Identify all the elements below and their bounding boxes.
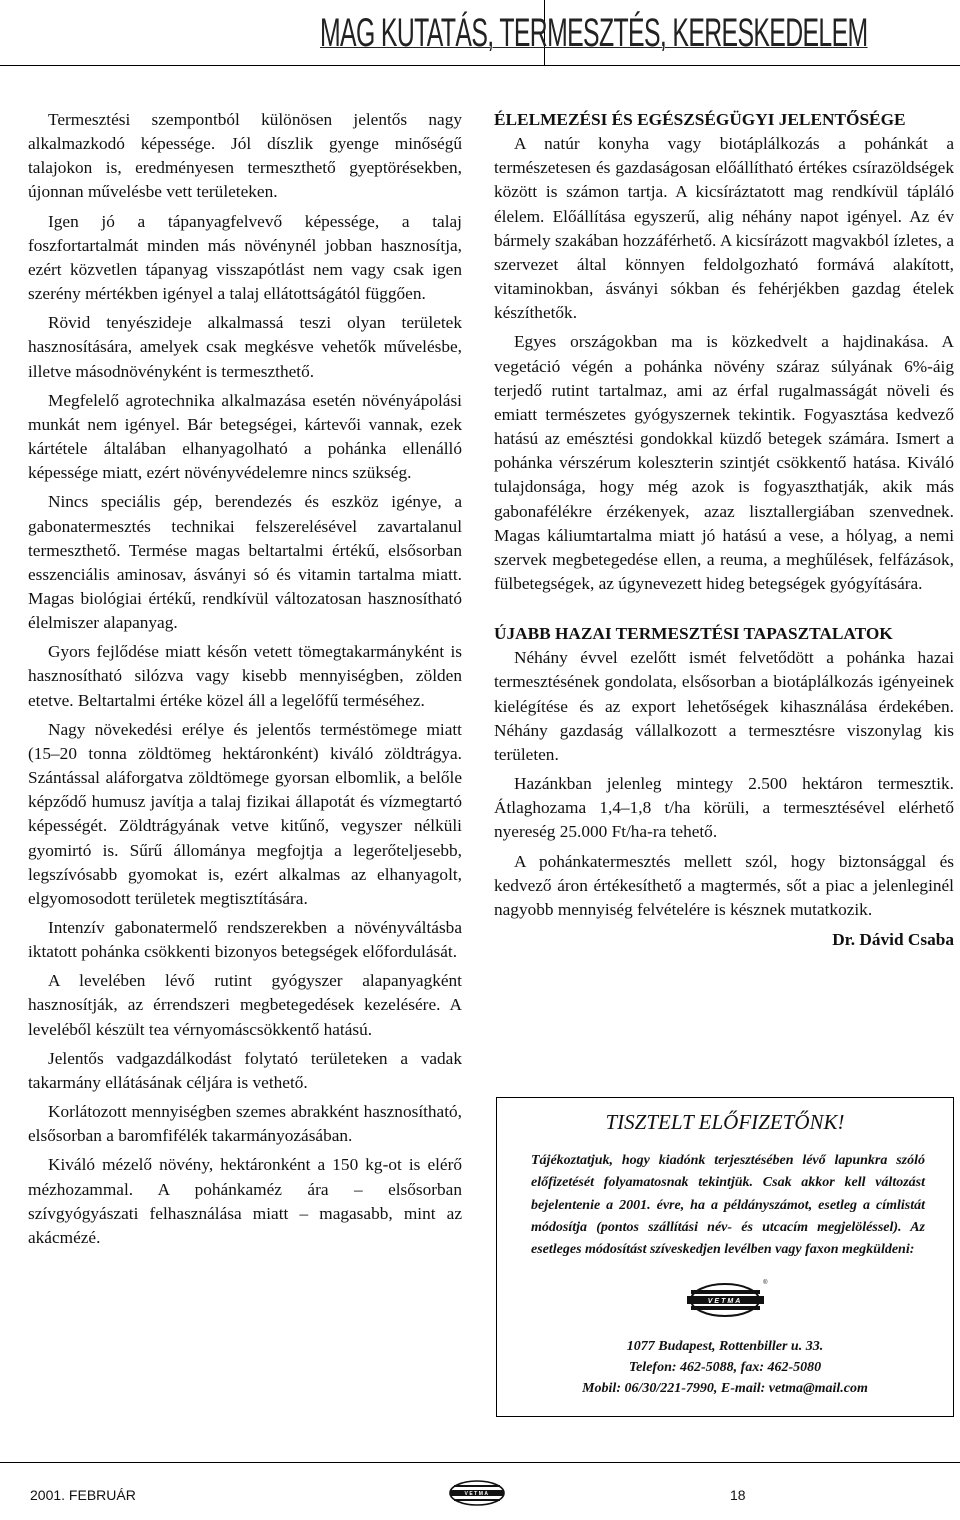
left-paragraph-12: Kiváló mézelő növény, hektáronként a 150 kg-ot is elérő mézhozammal. A pohánkaméz ára – elsősorban szívgyógyászati felhasználása miatt – magasabb, mint az akácmézé. [28, 1155, 462, 1247]
svg-text:®: ® [763, 1280, 768, 1286]
left-paragraph-11: Korlátozott mennyiségben szemes abrakként hasznosítható, elsősorban a baromfifélék takarmányozásában. [28, 1102, 462, 1146]
left-paragraph-7: Nagy növekedési erélye és jelentős terméstömege miatt (15–20 tonna zöldtömeg hektáronként) kiváló zöldtrágya. Szántással aláforgatva zöldtömege gyorsan elbomlik, a belőle képződő humusz javítja a talaj fizikai állapotát és vízmegtartó képességét. Zöldtrágyának vetve kitűnő, vegyszer nélküli gyomirtó is. Sűrű állománya megfojtja a legerőteljesebb, legszívósabb gyomokat is, ezért alkalmas az elhanyagolt, elgyomosodott területek megtisztítására. [28, 719, 462, 908]
right-column [494, 108, 954, 974]
right-paragraph-3: Néhány évvel ezelőtt ismét felvetődött a pohánka hazai termesztésének gondolata, elsősorban a biotáplálkozás igényeinek kielégítése és az export lehetőségek kihasználása érdekében. Néhány gazdaság vállalkozott a termesztésre viszonylag kis területen. [494, 648, 954, 764]
vetma-logo-icon [683, 1278, 768, 1320]
left-paragraph-6: Gyors fejlődése miatt későn vetett tömegtakarmányként is hasznosítható silózva vagy kisebb mennyiségben, zölden etetve. Beltartalmi értéke közel áll a legelőfű terméséhez. [28, 642, 462, 710]
footer-vetma-logo-icon [446, 1478, 508, 1508]
left-paragraph-4: Megfelelő agrotechnika alkalmazása esetén növényápolási munkát nem igényel. Bár betegségei, kártevői vannak, ezek kártétele általában elhanyagolható a pohánka ellenálló képessége miatt, ezért növényvédelemre nincs szükség. [28, 390, 462, 483]
right-paragraph-1: A natúr konyha vagy biotáplálkozás a pohánkát a természetesen és gazdaságosan előállítható értékes csírazöldségek között is számon tartja. A kicsíráztatott mag rendkívül tápláló élelem. Előállítása egyszerű, alig néhány napot igényel. Az év bármely szakában hozzáférhető. A kicsírázott magvakból ízletes, a szervezet által könnyen feldolgozható formává alakított, vitaminokban, ásványi sókban és fehérjékben gazdag ételek készíthetők. [494, 134, 954, 323]
address-line-3: Mobil: 06/30/221-7990, E-mail: vetma@mail.com [582, 1381, 868, 1396]
vetma-logo-text: VETMA [707, 1298, 743, 1305]
notice-body: Tájékoztatjuk, hogy kiadónk terjesztésében lévő lapunkra szóló előfizetését folyamatosnak tekintjük. Csak akkor kell változást bejelentenie a 2001. évre, ha a példányszámot, esetleg a címlistát módosítja (pontos szállítási név- és utcacím megjelöléssel). Az esetleges módosítást szíveskedjen levélben vagy faxon megküldeni: [531, 1153, 925, 1258]
footer-date: 2001. FEBRUÁR [30, 1487, 136, 1503]
left-paragraph-3: Rövid tenyészideje alkalmassá teszi olyan területek hasznosítására, amelyek csak megkésve vehetők művelésbe, illetve másodnövényként is termeszthető. [28, 313, 462, 381]
left-paragraph-8: Intenzív gabonatermelő rendszerekben a növényváltásba iktatott pohánka csökkenti bizonyos betegségek előfordulását. [28, 918, 462, 962]
left-paragraph-5: Nincs speciális gép, berendezés és eszköz igénye, a gabonatermesztés technikai felszerelésével zavartalanul termeszthető. Termése magas beltartalmi értékű, elsősorban esszenciális aminosav, ásványi só és vitamin tartalma miatt. Magas biológiai értékű, rendkívül változatosan hasznosítható élelmiszer alapanyag. [28, 492, 462, 633]
author-signature: Dr. Dávid Csaba [832, 930, 954, 949]
left-column [0, 108, 462, 1255]
left-paragraph-10: Jelentős vadgazdálkodást folytató területeken a vadak takarmány ellátásának céljára is vethető. [28, 1048, 462, 1092]
header-title: MAG KUTATÁS, TERMESZTÉS, KERESKEDELEM [320, 11, 868, 55]
left-paragraph-9: A levelében lévő rutint gyógyszer alapanyagként hasznosítják, az érrendszeri megbetegedések kezelésére. A leveléből készült tea vérnyomáscsökkentő hatású. [28, 971, 462, 1039]
left-paragraph-1: Termesztési szempontból különösen jelentős nagy alkalmazkodó képessége. Jól díszlik gyenge minőségű talajokon is, eredményesen termeszthető gyeptörésekben, újonnan művelésbe vett területeken. [28, 110, 462, 202]
section-heading-experience: ÚJABB HAZAI TERMESZTÉSI TAPASZTALATOK [494, 624, 893, 644]
header-rule [0, 65, 960, 66]
address-line-2: Telefon: 462-5088, fax: 462-5080 [628, 1360, 822, 1375]
right-paragraph-4: Hazánkban jelenleg mintegy 2.500 hektáron termesztik. Átlaghozama 1,4–1,8 t/ha körüli, a termesztésével elérhető nyereség 25.000 Ft/ha-ra tehető. [494, 774, 954, 842]
footer-logo-text: VETMA [464, 1491, 490, 1497]
footer-rule [0, 1462, 960, 1463]
address-line-1: 1077 Budapest, Rottenbiller u. 33. [626, 1339, 824, 1354]
right-paragraph-5: A pohánkatermesztés mellett szól, hogy biztonsággal és kedvező áron értékesíthető a magtermés, sőt a piac a jelenleginél nagyobb mennyiség felvételére is késznek mutatkozik. [494, 851, 954, 919]
right-paragraph-2: Egyes országokban ma is közkedvelt a hajdinakása. A vegetáció végén a pohánka növény száraz súlyának 6%-áig terjedő rutint tartalmaz, ami az érfal rugalmasságát növeli és emiatt természetes gyógyszernek tekintik. Fogyasztása kedvező hatású az emésztési gondokkal küzdő betegek számára. Ismert a pohánka vérszérum koleszterin szintjét csökkentő hatása. Kiváló tulajdonsága, hogy még azok is fogyaszthatják, akik más gabonafélékre érzékenyek, azaz lisztallergiában szenvednek. Magas káliumtartalma miatt jó hatású a vese, a hólyag, a nemi szervek megbetegedése ellen, a reuma, a meghűlések, felfázások, fülbetegségek, az úgynevezett hideg betegségek gyógyítására. [494, 332, 954, 593]
notice-address [497, 1336, 953, 1399]
page-number: 18 [730, 1487, 746, 1503]
section-heading-nutrition: ÉLELMEZÉSI ÉS EGÉSZSÉGÜGYI JELENTŐSÉGE [494, 110, 906, 129]
left-paragraph-2: Igen jó a tápanyagfelvevő képessége, a talaj foszfortartalmát minden más növénynél jobban hasznosítja, ezért közvetlen tápanyag visszapótlást nem vagy csak igen szerény mértékben igényel a talaj ellátottságától függően. [28, 211, 462, 304]
notice-title: TISZTELT ELŐFIZETŐNK! [605, 1110, 845, 1134]
subscriber-notice-box [496, 1097, 954, 1417]
